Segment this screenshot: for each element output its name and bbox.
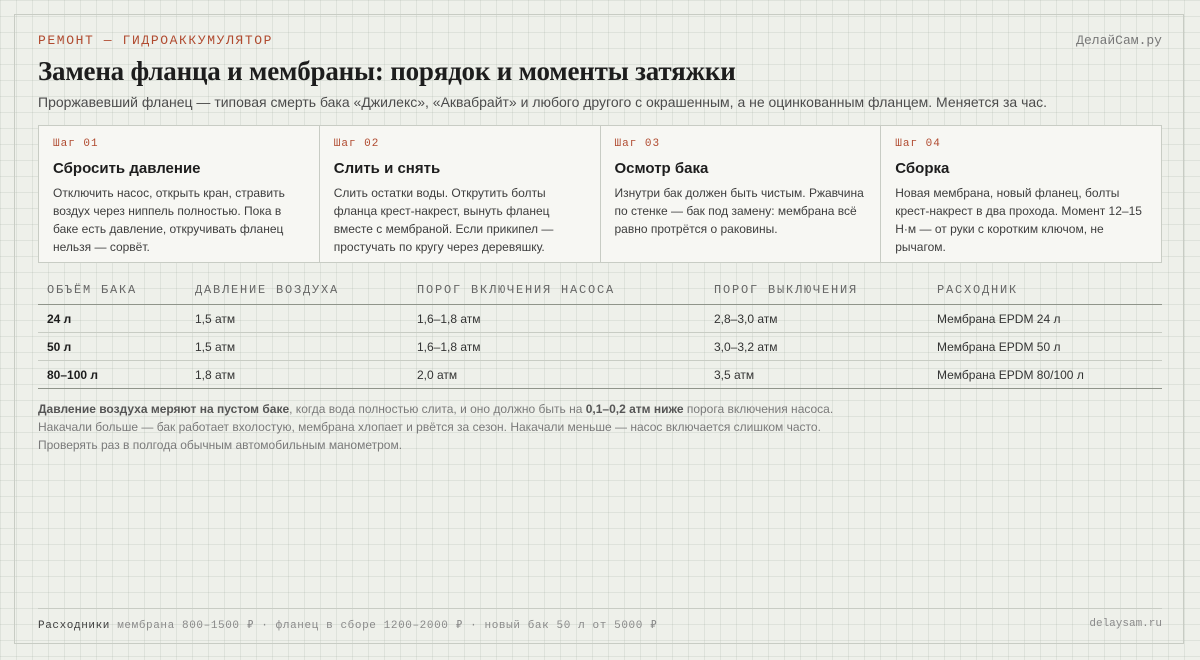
col-header-air-pressure: ДАВЛЕНИЕ ВОЗДУХА: [186, 279, 408, 305]
step-text: Отключить насос, открыть кран, стравить воздух через ниппель полностью. Пока в баке есть давление, откручивать фланец нельзя — сорвёт.: [53, 186, 285, 254]
cell-pump-off: 2,8–3,0 атм: [705, 305, 928, 333]
footer-label: Расходники: [38, 620, 111, 632]
cell-pump-on: 1,6–1,8 атм: [408, 333, 705, 361]
cell-consumable: Мембрана EPDM 24 л: [928, 305, 1162, 333]
step-card-3: [600, 126, 881, 262]
footer-divider: [38, 608, 1162, 609]
col-header-consumable: РАСХОДНИК: [928, 279, 1162, 305]
cell-air-pressure: 1,8 атм: [186, 361, 408, 389]
step-text: Новая мембрана, новый фланец, болты крест-накрест в два прохода. Момент 12–15 Н·м — от руки с коротким ключом, не рычагом.: [895, 186, 1142, 254]
step-number: Шаг 03: [614, 138, 661, 150]
col-header-pump-on: ПОРОГ ВКЛЮЧЕНИЯ НАСОСА: [408, 279, 705, 305]
step-title: Сборка: [895, 160, 950, 177]
page-subtitle: Проржавевший фланец — типовая смерть бака «Джилекс», «Аквабрайт» и любого другого с окрашенным, а не оцинкованным фланцем. Меняется за час.: [38, 94, 1048, 110]
page-title: Замена фланца и мембраны: порядок и моменты затяжки: [38, 56, 736, 86]
cell-volume: 80–100 л: [38, 361, 186, 389]
cell-volume: 50 л: [38, 333, 186, 361]
cell-air-pressure: 1,5 атм: [186, 305, 408, 333]
cell-volume: 24 л: [38, 305, 186, 333]
note-emphasis: Давление воздуха меряют на пустом баке: [38, 402, 290, 416]
footer-site[interactable]: delaysam.ru: [1089, 618, 1162, 630]
footer-consumables: [38, 618, 657, 632]
table-row: [38, 361, 1162, 389]
pressure-table: [38, 279, 1162, 389]
cell-consumable: Мембрана EPDM 80/100 л: [928, 361, 1162, 389]
brand-name[interactable]: ДелайСам.ру: [1076, 33, 1162, 48]
section-kicker: РЕМОНТ — ГИДРОАККУМУЛЯТОР: [38, 33, 274, 48]
steps-panel: [38, 125, 1162, 263]
table-header-row: [38, 279, 1162, 305]
note-text: порога включения насоса. Накачали больше — бак работает вхолостую, мембрана хлопает и рвётся за сезон. Накачали меньше — насос включается слишком часто. Проверять раз в полгода обычным автомобильным манометром.: [38, 402, 834, 452]
step-text: Изнутри бак должен быть чистым. Ржавчина по стенке — бак под замену: мембрана всё равно протрётся о раковины.: [614, 186, 864, 236]
footer-prices: мембрана 800–1500 ₽ · фланец в сборе 1200–2000 ₽ · новый бак 50 л от 5000 ₽: [110, 620, 658, 632]
note-text: , когда вода полностью слита, и оно должно быть на: [289, 402, 586, 416]
cell-pump-on: 2,0 атм: [408, 361, 705, 389]
table-row: [38, 305, 1162, 333]
step-card-1: [39, 126, 319, 262]
col-header-volume: ОБЪЁМ БАКА: [38, 279, 186, 305]
cell-air-pressure: 1,5 атм: [186, 333, 408, 361]
step-card-4: [880, 126, 1161, 262]
note-emphasis: 0,1–0,2 атм ниже: [585, 402, 684, 416]
step-number: Шаг 02: [333, 138, 380, 150]
step-card-2: [319, 126, 600, 262]
cell-pump-off: 3,5 атм: [705, 361, 928, 389]
table-row: [38, 333, 1162, 361]
step-title: Осмотр бака: [614, 160, 709, 177]
cell-pump-off: 3,0–3,2 атм: [705, 333, 928, 361]
step-title: Сбросить давление: [53, 160, 201, 177]
cell-pump-on: 1,6–1,8 атм: [408, 305, 705, 333]
step-number: Шаг 04: [895, 138, 941, 150]
step-text: Слить остатки воды. Открутить болты фланца крест-накрест, вынуть фланец вместе с мембраной. Если прикипел — простучать по кругу через деревяшку.: [333, 186, 554, 254]
col-header-pump-off: ПОРОГ ВЫКЛЮЧЕНИЯ: [705, 279, 928, 305]
pressure-note: [38, 400, 838, 454]
step-number: Шаг 01: [53, 138, 99, 150]
step-title: Слить и снять: [333, 160, 441, 177]
cell-consumable: Мембрана EPDM 50 л: [928, 333, 1162, 361]
